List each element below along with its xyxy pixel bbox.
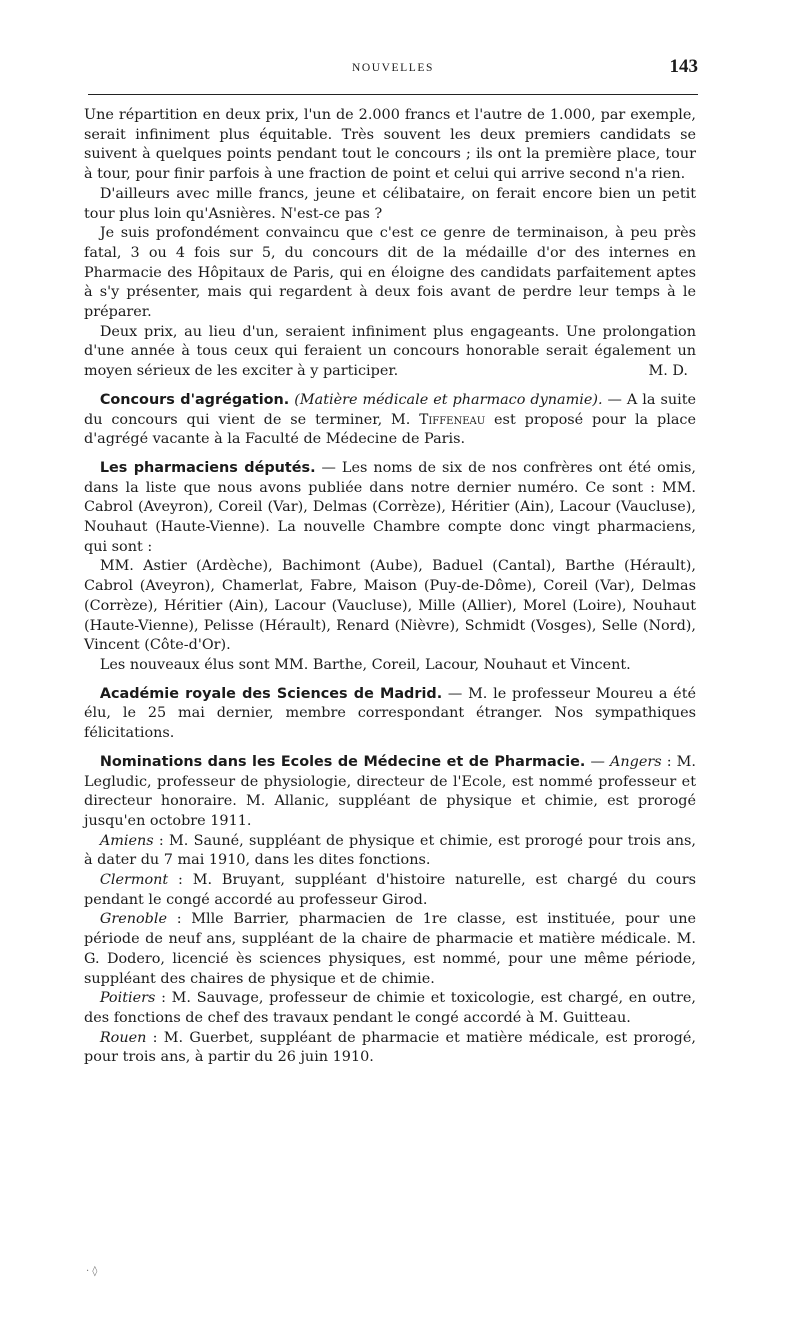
- section-title-madrid: Académie royale des Sciences de Madrid.: [99, 685, 443, 702]
- running-title: NOUVELLES: [351, 62, 435, 74]
- intro-paragraph-3: Je suis profondément convaincu que c'est ce genre de terminaison, à peu près fatal, 3 ou 4 fois sur 5, du concours dit de la médaille d'or des internes en Pharmacie des Hôpitaux de Paris, qui en éloigne des candidats parfaitement aptes à s'y présenter, mais qui regardent à deux fois avant de perdre leur temps à le préparer.: [84, 225, 696, 321]
- clermont-text: : M. Bruyant, suppléant d'histoire naturelle, est chargé du cours pendant le congé accordé au professeur Girod.: [84, 872, 696, 908]
- nominations-rouen: [84, 1029, 696, 1068]
- nominations-amiens: [84, 832, 696, 871]
- section-agregation: [84, 391, 696, 450]
- deputes-paragraph-3: Les nouveaux élus sont MM. Barthe, Coreil, Lacour, Nouhaut et Vincent.: [99, 656, 631, 673]
- city-clermont: Clermont: [99, 872, 169, 889]
- section-nominations: [84, 753, 696, 1068]
- stray-ink-mark: · ◊: [86, 1266, 98, 1277]
- city-rouen: Rouen: [99, 1029, 147, 1046]
- intro-paragraph-4-text: Deux prix, au lieu d'un, seraient infiniment plus engageants. Une prolongation d'une année à tous ceux qui feraient un concours honorable serait également un moyen sérieux de les exciter à y participer.: [84, 323, 696, 380]
- page-number: 143: [669, 56, 698, 77]
- grenoble-text: : Mlle Barrier, pharmacien de 1re classe, est instituée, pour une période de neuf ans, suppléant de la chaire de pharmacie et matière médicale. M. G. Dodero, licencié ès sciences physiques, est nommé, pour une même période, suppléant des chaires de physique et de chimie.: [84, 911, 696, 987]
- section-deputes: [84, 459, 696, 676]
- agregation-paragraph: [84, 391, 696, 450]
- rouen-text: : M. Guerbet, suppléant de pharmacie et matière médicale, est prorogé, pour trois ans, à partir du 26 juin 1910.: [84, 1029, 696, 1066]
- running-head: [88, 56, 698, 86]
- intro-paragraph-4: [84, 323, 696, 382]
- signature: M. D.: [648, 363, 688, 380]
- city-amiens: Amiens: [99, 832, 154, 849]
- city-poitiers: Poitiers: [99, 990, 156, 1007]
- nominations-angers: Nominations dans les Ecoles de Médecine et de Pharmacie. — Angers : M. Legludic, professeur de physiologie, directeur de l'Ecole, est nommé professeur et directeur honoraire. M. Allanic, suppléant de physique et chimie, est prorogé jusqu'en octobre 1911.: [84, 753, 696, 829]
- nominations-poitiers: [84, 989, 696, 1028]
- section-title-nominations: Nominations dans les Ecoles de Médecine et de Pharmacie.: [99, 753, 586, 770]
- header-rule: [88, 94, 698, 95]
- nominations-clermont: [84, 871, 696, 910]
- nominations-grenoble: [84, 910, 696, 989]
- agregation-subtitle: (Matière médicale et pharmaco dynamie).: [294, 391, 603, 408]
- deputes-paragraph-2: MM. Astier (Ardèche), Bachimont (Aube), Baduel (Cantal), Barthe (Hérault), Cabrol (Aveyron), Chamerlat, Fabre, Maison (Puy-de-Dôme), Coreil (Var), Delmas (Corrèze), Héritier (Ain), Lacour (Vaucluse), Mille (Allier), Morel (Loire), Nouhaut (Haute-Vienne), Pelisse (Hérault), Renard (Nièvre), Schmidt (Vosges), Selle (Nord), Vincent (Côte-d'Or).: [84, 558, 696, 654]
- page-body: [84, 106, 696, 1068]
- section-title-deputes: Les pharmaciens députés.: [99, 459, 316, 476]
- section-madrid: [84, 685, 696, 744]
- city-grenoble: Grenoble: [99, 911, 167, 928]
- agregation-text-after: est proposé pour la place d'agrégé vacante à la Faculté de Médecine de Paris.: [84, 411, 696, 448]
- amiens-text: : M. Sauné, suppléant de physique et chimie, est prorogé pour trois ans, à dater du 7 mai 1910, dans les dites fonctions.: [84, 832, 696, 869]
- intro-paragraph-2: D'ailleurs avec mille francs, jeune et célibataire, on ferait encore bien un petit tour plus loin qu'Asnières. N'est-ce pas ?: [84, 185, 696, 222]
- agregation-text-before: — A la suite du concours qui vient de se terminer, M.: [84, 391, 697, 428]
- intro-paragraph-1: Une répartition en deux prix, l'un de 2.000 francs et l'autre de 1.000, par exemple, serait infiniment plus équitable. Très souvent les deux premiers candidats se suivent à quelques points pendant tout le concours ; ils ont la première place, tour à tour, pour finir parfois à une fraction de point et celui qui arrive second n'a rien.: [84, 107, 696, 183]
- madrid-paragraph: [84, 685, 696, 744]
- poitiers-text: : M. Sauvage, professeur de chimie et toxicologie, est chargé, en outre, des fonctions de chef des travaux pendant le congé accordé à M. Guitteau.: [84, 990, 696, 1026]
- angers-text: : M. Legludic, professeur de physiologie, directeur de l'Ecole, est nommé professeur et directeur honoraire. M. Allanic, suppléant de physique et chimie, est prorogé jusqu'en octobre 1911.: [84, 753, 696, 829]
- madrid-text: — M. le professeur Moureu a été élu, le 25 mai dernier, membre correspondant étranger. Nos sympathiques félicitations.: [84, 685, 696, 742]
- intro-article: [84, 106, 696, 382]
- section-title-agregation: Concours d'agrégation.: [99, 391, 290, 408]
- agregation-name: Tiffeneau: [419, 411, 486, 428]
- deputes-text-1: — Les noms de six de nos confrères ont été omis, dans la liste que nous avons publiée dans notre dernier numéro. Ce sont : MM. Cabrol (Aveyron), Coreil (Var), Delmas (Corrèze), Héritier (Ain), Lacour (Vaucluse), Nouhaut (Haute-Vienne). La nouvelle Chambre compte donc vingt pharmaciens, qui sont :: [84, 459, 696, 555]
- city-angers: Angers: [609, 753, 662, 770]
- deputes-paragraph-1: [84, 459, 696, 558]
